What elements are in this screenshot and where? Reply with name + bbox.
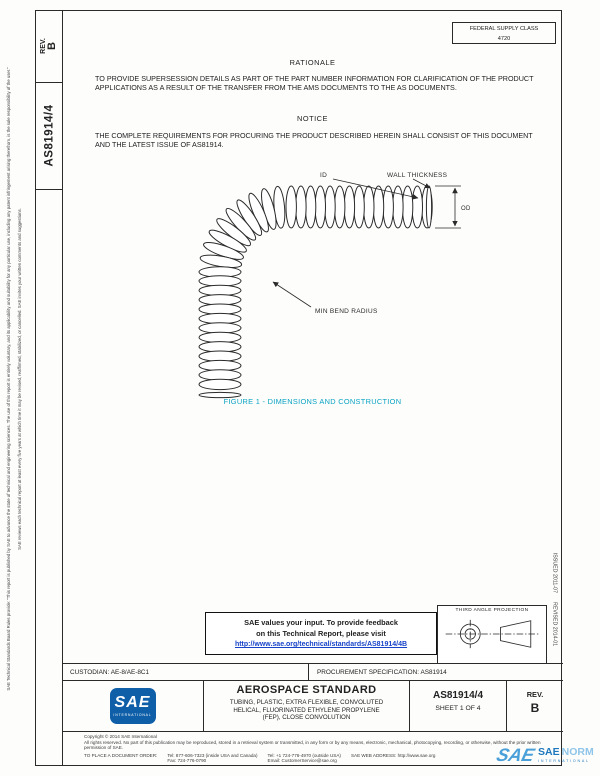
standard-title-line-3: (FEP), CLOSE CONVOLUTION	[262, 714, 351, 722]
doc-number-cell	[410, 681, 507, 731]
standard-title-cell	[204, 681, 410, 731]
title-block	[62, 680, 563, 731]
doc-number: AS81914/4	[432, 690, 484, 701]
rev-cell-label: REV.	[526, 690, 544, 699]
standard-title-line-1: TUBING, PLASTIC, EXTRA FLEXIBLE, CONVOLUTED	[229, 699, 384, 706]
third-angle-projection-title: THIRD ANGLE PROJECTION	[455, 608, 529, 613]
doc-number-vertical: AS81914/4	[43, 104, 55, 167]
content-area	[62, 10, 563, 766]
order-label: TO PLACE A DOCUMENT ORDER:	[84, 752, 158, 758]
feedback-link[interactable]: http://www.sae.org/technical/standards/AS81914/4B	[234, 641, 408, 648]
copyright-line: Copyright © 2014 SAE International	[84, 734, 157, 739]
rev-label: REV.	[39, 38, 47, 54]
rationale-paragraph: TO PROVIDE SUPERSESSION DETAILS AS PART OF THE PART NUMBER INFORMATION FOR CLARIFICATION OF THE PRODUCT APPLICATIONS AS A RESULT OF THE TRANSFER FROM THE AMS DOCUMENTS TO THE AS DOCUMENTS.	[95, 74, 534, 92]
min-bend-radius-label: MIN BEND RADIUS	[315, 308, 378, 315]
min-bend-radius-leader-line	[273, 282, 311, 307]
rev-rotated-text	[36, 10, 62, 82]
email: Email: CustomerService@sae.org	[267, 758, 337, 763]
order-col-2	[268, 753, 341, 764]
fsc-label: FEDERAL SUPPLY CLASS	[469, 26, 539, 32]
left-margin-legal-2	[14, 26, 26, 732]
tel-us: Tel: 877-606-7323 (inside USA and Canada)	[167, 752, 258, 758]
od-label: OD	[461, 206, 471, 212]
sae-logo-subtext: INTERNATIONAL	[113, 712, 152, 717]
revised-date: REVISED 2014-01	[552, 602, 558, 647]
document-order-row	[84, 753, 559, 764]
fax: Fax: 724-776-0790	[167, 758, 207, 763]
order-col-1	[167, 753, 257, 764]
id-label: ID	[320, 172, 328, 179]
figure-1-caption: FIGURE 1 - DIMENSIONS AND CONSTRUCTION	[223, 397, 402, 406]
rev-cell-value: B	[530, 701, 540, 715]
feedback-line-1: SAE values your input. To provide feedback	[244, 618, 398, 627]
procurement-spec-cell: PROCUREMENT SPECIFICATION: AS81914	[308, 664, 563, 680]
footer-fine-print	[62, 731, 563, 766]
left-column-strip	[35, 10, 63, 766]
rev-value: B	[45, 42, 58, 50]
convoluted-tube	[199, 186, 432, 398]
feedback-line-2: on this Technical Report, please visit	[256, 629, 386, 638]
watermark-name-part1: SAE	[538, 746, 560, 758]
watermark-tagline: INTERNATIONAL	[538, 759, 590, 763]
legal-text-line-2: SAE reviews each technical report at least every five years at which time it may be revised, reaffirmed, stabilized, or cancelled. SAE invites your written comments and suggestions.	[17, 208, 22, 550]
rationale-heading: RATIONALE	[289, 58, 336, 67]
web-address: SAE WEB ADDRESS: http://www.sae.org	[350, 752, 436, 758]
sae-logo-text: SAE	[114, 694, 151, 712]
rights-text: All rights reserved. No part of this publication may be reproduced, stored in a retrieval system or transmitted, in any form or by any means, electronic, mechanical, photocopying, recording, or otherwise, without the prior written permission of SAE.	[84, 739, 541, 750]
sheet-number: SHEET 1 OF 4	[435, 705, 481, 712]
saenorm-watermark	[494, 737, 600, 773]
issued-date: ISSUED 2011-07	[552, 552, 558, 594]
sae-logo	[110, 688, 156, 724]
saenorm-logo-icon: SAE	[494, 745, 537, 765]
tel-intl: Tel: +1 724-776-4970 (outside USA)	[267, 752, 341, 758]
custodian-cell: CUSTODIAN: AE-8/AE-8C1	[70, 668, 150, 676]
rev-box	[35, 10, 62, 83]
fsc-value: 4720	[497, 35, 511, 42]
notice-paragraph: THE COMPLETE REQUIREMENTS FOR PROCURING THE PRODUCT DESCRIBED HEREIN SHALL CONSIST OF THIS DOCUMENT AND THE LATEST ISSUE OF AS81914.	[95, 131, 533, 149]
standard-title-line-2: HELICAL, FLUORINATED ETHYLENE PROPYLENE	[233, 706, 380, 714]
legal-text-line-1: SAE Technical Standards Board Rules provide: "This report is published by SAE to advance the state of technical and engineering sciences. The use of this report is entirely voluntary, and its applicability and suitability for any particular use, including any patent infringement arising therefrom, is the sole responsibility of the user."	[6, 67, 11, 691]
third-angle-projection-box	[437, 605, 547, 663]
feedback-box	[205, 612, 437, 655]
custodian-row	[62, 663, 563, 680]
third-angle-projection-symbol	[440, 613, 544, 655]
saenorm-wordmark	[538, 747, 594, 763]
doc-number-box	[35, 83, 62, 190]
figure-1-drawing	[75, 160, 555, 410]
sae-logo-cell	[62, 681, 204, 731]
watermark-name-part2: NORM	[561, 746, 594, 758]
standard-kind-heading: AEROSPACE STANDARD	[236, 684, 377, 696]
notice-heading: NOTICE	[297, 114, 328, 123]
wall-thickness-label: WALL THICKNESS	[387, 172, 448, 179]
order-col-3	[351, 753, 436, 764]
rev-cell	[507, 681, 563, 731]
